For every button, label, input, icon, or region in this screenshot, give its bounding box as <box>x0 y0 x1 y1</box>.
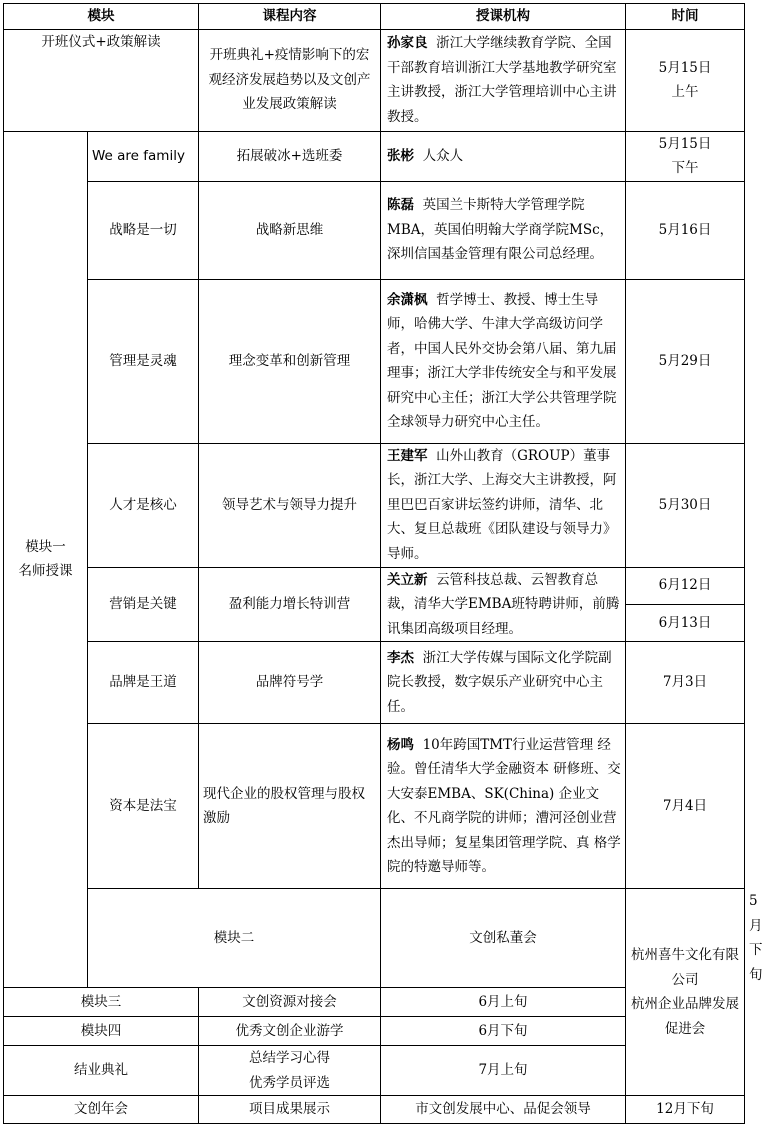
content-cell: 理念变革和创新管理 <box>199 279 381 443</box>
time-cell: 12月下旬 <box>626 1096 745 1124</box>
opening-org-text: 浙江大学继续教育学院、全国干部教育培训浙江大学基地教学研究室主讲教授，浙江大学管理培训中心主讲教授。 <box>387 35 617 125</box>
time-date: 5月15日 <box>658 135 712 152</box>
opening-org <box>381 29 626 131</box>
module1-row-6 <box>4 642 745 724</box>
org-cell <box>381 443 626 567</box>
content-cell: 拓展破冰+选班委 <box>199 131 381 181</box>
content-line1: 总结学习心得 <box>249 1050 330 1066</box>
content-cell: 领导艺术与领导力提升 <box>199 443 381 567</box>
org-cell <box>381 567 626 642</box>
content-cell: 战略新思维 <box>199 181 381 279</box>
header-content: 课程内容 <box>199 4 381 30</box>
header-org: 授课机构 <box>381 4 626 30</box>
lecturer-name: 关立新 <box>387 571 428 588</box>
time-cell: 6月上旬 <box>381 988 626 1017</box>
topic-cell: 品牌是王道 <box>88 642 199 724</box>
org-text: 山外山教育（GROUP）董事长，浙江大学、上海交大主讲教授，阿里巴巴百家讲坛签约讲师，清华、北大、复旦总裁班《团队建设与领导力》导师。 <box>387 447 617 562</box>
module-cell: 模块二 <box>88 889 381 988</box>
module-cell: 模块四 <box>4 1017 199 1046</box>
module-cell: 模块三 <box>4 988 199 1017</box>
header-time: 时间 <box>626 4 745 30</box>
time-cell: 7月4日 <box>626 724 745 889</box>
later-org-line1: 杭州喜牛文化有限公司 <box>631 947 739 988</box>
module1-row-4 <box>4 443 745 567</box>
module1-name <box>4 131 88 988</box>
opening-lecturer: 孙家良 <box>387 35 428 51</box>
opening-time-date: 5月15日 <box>658 59 712 76</box>
opening-module: 开班仪式+政策解读 <box>4 29 199 131</box>
org-cell <box>381 181 626 279</box>
module1-row-3 <box>4 279 745 443</box>
topic-cell: 战略是一切 <box>88 181 199 279</box>
lecturer-name: 李杰 <box>387 649 414 666</box>
module1-row-7 <box>4 724 745 889</box>
header-row <box>4 4 745 30</box>
org-text: 英国兰卡斯特大学管理学院MBA，英国伯明翰大学商学院MSc，深圳信国基金管理有限公司总经理。 <box>387 197 614 263</box>
topic-cell: 管理是灵魂 <box>88 279 199 443</box>
module-cell: 结业典礼 <box>4 1046 199 1096</box>
org-cell <box>381 279 626 443</box>
module1-row-5 <box>4 567 745 604</box>
org-text: 人众人 <box>422 147 464 164</box>
time-cell: 7月上旬 <box>381 1046 626 1096</box>
content-cell: 文创资源对接会 <box>199 988 381 1017</box>
lecturer-name: 余潇枫 <box>387 291 428 308</box>
topic-cell: 人才是核心 <box>88 443 199 567</box>
schedule-table <box>3 3 763 1124</box>
org-text: 10年跨国TMT行业运营管理 经验。曾任清华大学金融资本 研修班、交大安泰EMBA、SK(China) 企业文化、不凡商学院的讲师；漕河泾创业营杰出导师；复星集团管理学院、真 格学院的特邀导师等。 <box>387 736 621 875</box>
module1-row-1 <box>4 131 745 181</box>
module1-name-line1: 模块一 <box>25 538 66 555</box>
header-module: 模块 <box>4 4 199 30</box>
opening-row <box>4 29 745 131</box>
org-cell <box>381 642 626 724</box>
module1-name-line2: 名师授课 <box>18 563 73 580</box>
module2-row: 模块二 文创私董会 杭州喜牛文化有限公司 杭州企业品牌发展促进会 5月下旬 <box>4 889 745 988</box>
annual-row <box>4 1096 745 1124</box>
opening-content: 开班典礼+疫情影响下的宏观经济发展趋势以及文创产业发展政策解读 <box>199 29 381 131</box>
later-org-line2: 杭州企业品牌发展促进会 <box>631 996 739 1037</box>
content-cell: 盈利能力增长特训营 <box>199 567 381 642</box>
time-cell: 5月16日 <box>626 181 745 279</box>
module-cell: 文创年会 <box>4 1096 199 1124</box>
time-cell: 5月30日 <box>626 443 745 567</box>
lecturer-name: 王建军 <box>387 447 428 464</box>
org-cell <box>381 131 626 181</box>
time-cell: 6月12日 <box>626 567 745 604</box>
org-text: 云管科技总裁、云智教育总裁，清华大学EMBA班特聘讲师，前腾讯集团高级项目经理。 <box>387 571 620 637</box>
time-cell <box>626 131 745 181</box>
opening-time-part: 上午 <box>671 84 699 100</box>
time-cell: 6月13日 <box>626 604 745 641</box>
topic-cell: We are family <box>88 131 199 181</box>
topic-cell: 营销是关键 <box>88 567 199 642</box>
lecturer-name: 张彬 <box>387 147 414 164</box>
time-cell: 7月3日 <box>626 642 745 724</box>
content-cell <box>199 1046 381 1096</box>
content-cell: 现代企业的股权管理与股权激励 <box>199 724 381 889</box>
content-cell: 品牌符号学 <box>199 642 381 724</box>
content-line2: 优秀学员评选 <box>249 1074 330 1091</box>
content-cell: 优秀文创企业游学 <box>199 1017 381 1046</box>
lecturer-name: 陈磊 <box>387 197 414 214</box>
org-cell <box>381 724 626 889</box>
topic-cell: 资本是法宝 <box>88 724 199 889</box>
content-cell: 文创私董会 <box>381 889 626 988</box>
module1-row-2 <box>4 181 745 279</box>
org-text: 哲学博士、教授、博士生导师，哈佛大学、牛津大学高级访问学者，中国人民外交协会第八届、第九届理事；浙江大学非传统安全与和平发展研究中心主任；浙江大学公共管理学院全球领导力研究中心主任。 <box>387 291 617 430</box>
later-org-cell <box>626 889 745 1096</box>
content-cell: 项目成果展示 <box>199 1096 381 1124</box>
time-part: 下午 <box>671 160 699 176</box>
time-cell: 6月下旬 <box>381 1017 626 1046</box>
lecturer-name: 杨鸣 <box>387 736 414 753</box>
org-cell: 市文创发展中心、品促会领导 <box>381 1096 626 1124</box>
opening-time <box>626 29 745 131</box>
time-cell: 5月29日 <box>626 279 745 443</box>
org-text: 浙江大学传媒与国际文化学院副院长教授，数字娱乐产业研究中心主任。 <box>387 649 612 715</box>
